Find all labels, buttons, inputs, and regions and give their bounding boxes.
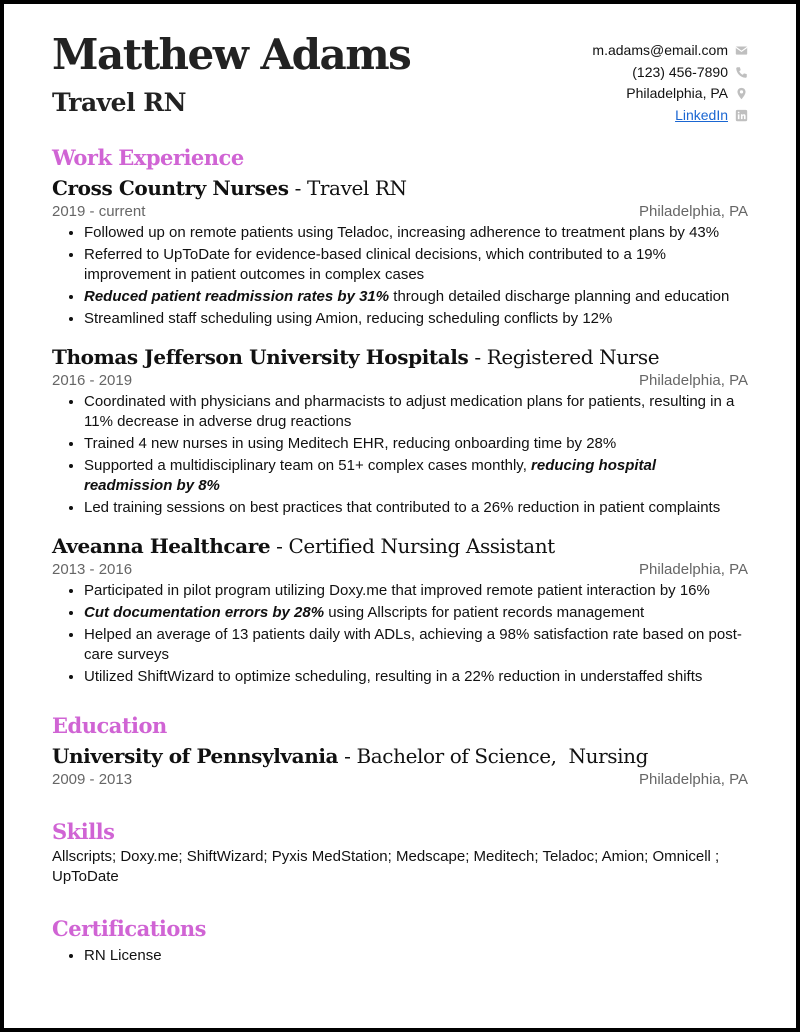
candidate-role: Travel RN <box>52 88 186 117</box>
contact-phone-row <box>592 62 748 84</box>
section-title-skills: Skills <box>52 819 115 844</box>
contact-email: m.adams@email.com <box>592 42 728 58</box>
linkedin-icon <box>734 108 748 122</box>
job-location: Philadelphia, PA <box>639 203 748 220</box>
education-heading: University of Pennsylvania - Bachelor of Science, Nursing <box>52 744 648 768</box>
education-dates: 2009 - 2013 <box>52 771 133 788</box>
job-bullet: • Led training sessions on best practices that contributed to a 26% reduction in patient complaints <box>84 498 748 518</box>
section-title-work: Work Experience <box>52 145 244 170</box>
contact-phone: (123) 456-7890 <box>632 63 728 80</box>
job-bullet: • Coordinated with physicians and pharmacists to adjust medication plans for patients, resulting in a 11% decrease in adverse drug reactions <box>84 392 748 432</box>
job-bullet: • Referred to UpToDate for evidence-based clinical decisions, which contributed to a 19% improvement in patient outcomes in complex cases <box>84 245 748 285</box>
certifications-list <box>52 946 748 966</box>
job-heading: Cross Country Nurses - Travel RN <box>52 176 407 200</box>
job-heading: Aveanna Healthcare - Certified Nursing Assistant <box>52 534 555 558</box>
education-entry <box>52 743 748 790</box>
envelope-icon <box>734 44 748 58</box>
job-bullets <box>52 223 748 329</box>
map-pin-icon <box>734 87 748 101</box>
job-bullet: • Cut documentation errors by 28% using Allscripts for patient records management <box>84 603 748 623</box>
contact-block <box>592 40 748 126</box>
education-meta <box>52 770 748 790</box>
work-experience-section <box>52 145 748 687</box>
job-meta <box>52 560 748 580</box>
job-dates: 2016 - 2019 <box>52 372 133 389</box>
certifications-section <box>52 916 748 966</box>
job-title: Certified Nursing Assistant <box>288 534 555 558</box>
job-bullets <box>52 392 748 518</box>
job-dates: 2019 - current <box>52 203 146 220</box>
job-bullets <box>52 581 748 687</box>
job-org: Aveanna Healthcare <box>52 534 271 558</box>
resume-header <box>52 4 748 123</box>
job-location: Philadelphia, PA <box>639 561 748 578</box>
education-location: Philadelphia, PA <box>639 771 748 788</box>
job-entry <box>52 344 748 518</box>
job-bullet: • Trained 4 new nurses in using Meditech EHR, reducing onboarding time by 28% <box>84 434 748 454</box>
job-bullet: • Helped an average of 13 patients daily with ADLs, achieving a 98% satisfaction rate based on post-care surveys <box>84 625 748 665</box>
job-location: Philadelphia, PA <box>639 372 748 389</box>
contact-location-row <box>592 83 748 105</box>
contact-location: Philadelphia, PA <box>626 85 728 101</box>
job-meta <box>52 371 748 391</box>
job-bullet: • Supported a multidisciplinary team on 51+ complex cases monthly, reducing hospital readmission by 8% <box>84 456 748 496</box>
job-title: Registered Nurse <box>486 345 660 369</box>
job-meta <box>52 202 748 222</box>
job-org: Thomas Jefferson University Hospitals <box>52 345 469 369</box>
linkedin-link[interactable]: LinkedIn <box>675 106 728 123</box>
job-org: Cross Country Nurses <box>52 176 289 200</box>
section-title-education: Education <box>52 713 167 738</box>
job-bullet: • Reduced patient readmission rates by 31% through detailed discharge planning and education <box>84 287 748 307</box>
contact-linkedin-row <box>592 105 748 127</box>
candidate-name: Matthew Adams <box>52 30 411 79</box>
school-name: University of Pennsylvania <box>52 744 339 768</box>
job-entry <box>52 533 748 687</box>
job-entry <box>52 175 748 329</box>
resume-page <box>4 4 796 1028</box>
contact-email-row <box>592 40 748 62</box>
job-dates: 2013 - 2016 <box>52 561 133 578</box>
certification-item: • RN License <box>84 946 748 966</box>
degree: Bachelor of Science, Nursing <box>356 744 648 768</box>
skills-list: Allscripts; Doxy.me; ShiftWizard; Pyxis MedStation; Medscape; Meditech; Teladoc; Amion; Omnicell ; UpToDate <box>52 848 720 885</box>
job-heading: Thomas Jefferson University Hospitals - Registered Nurse <box>52 345 660 369</box>
job-bullet: • Followed up on remote patients using Teladoc, increasing adherence to treatment plans by 43% <box>84 223 748 243</box>
skills-section <box>52 819 748 887</box>
job-bullet: • Participated in pilot program utilizing Doxy.me that improved remote patient interaction by 16% <box>84 581 748 601</box>
education-section <box>52 713 748 790</box>
job-bullet: • Utilized ShiftWizard to optimize scheduling, resulting in a 22% reduction in understaffed shifts <box>84 667 748 687</box>
phone-icon <box>734 65 748 79</box>
job-bullet: • Streamlined staff scheduling using Amion, reducing scheduling conflicts by 12% <box>84 309 748 329</box>
job-title: Travel RN <box>306 176 407 200</box>
section-title-certifications: Certifications <box>52 916 206 941</box>
